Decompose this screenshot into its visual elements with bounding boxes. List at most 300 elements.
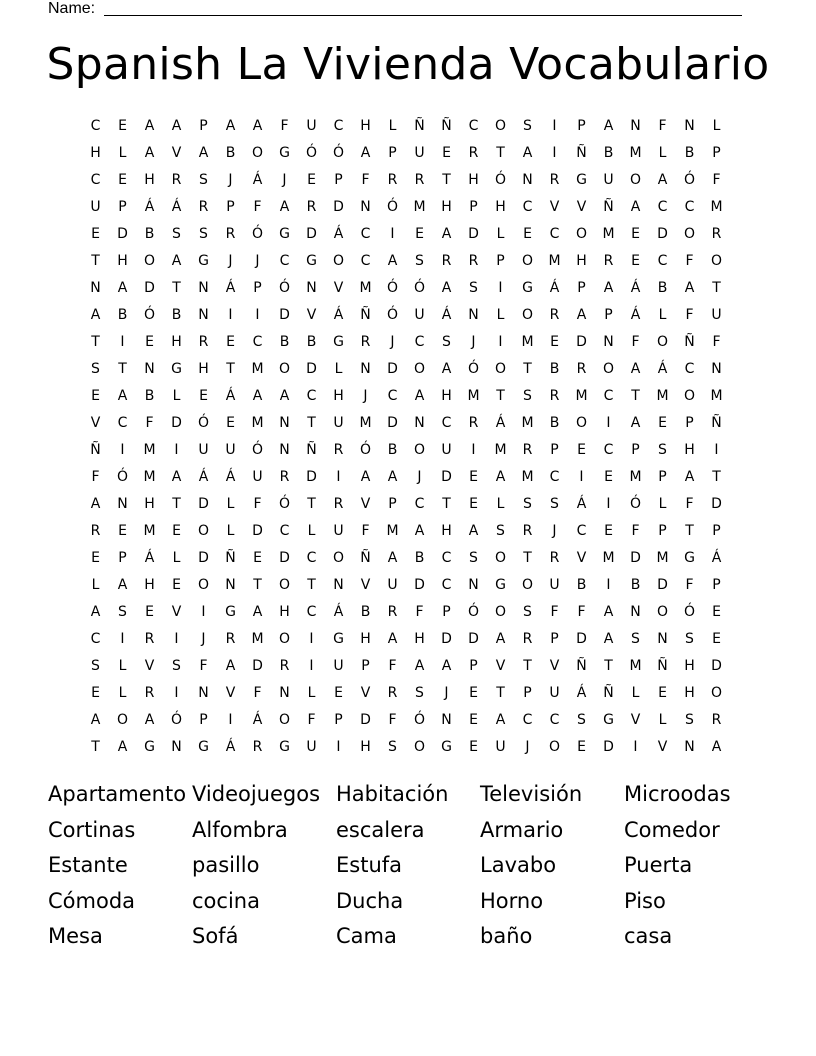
word-bank-item: Piso — [624, 888, 666, 913]
grid-letter: E — [712, 604, 721, 620]
grid-letter: E — [91, 226, 100, 242]
grid-letter: O — [197, 577, 210, 593]
grid-letter: J — [525, 739, 530, 755]
grid-letter: R — [279, 658, 290, 674]
grid-letter: O — [278, 712, 291, 728]
grid-letter: T — [91, 739, 100, 755]
word-bank-item: baño — [480, 924, 533, 948]
grid-letter: R — [306, 199, 317, 215]
grid-letter: L — [226, 496, 235, 512]
grid-letter: P — [253, 280, 262, 296]
grid-letter: A — [225, 118, 236, 134]
grid-letter: P — [712, 145, 721, 161]
grid-letter: I — [174, 685, 179, 701]
grid-letter: R — [522, 631, 533, 647]
grid-letter: T — [604, 658, 613, 674]
grid-letter: G — [684, 550, 695, 566]
grid-letter: D — [657, 226, 668, 242]
grid-letter: R — [387, 685, 398, 701]
grid-letter: D — [711, 496, 722, 512]
grid-letter: F — [307, 712, 316, 728]
grid-letter: H — [441, 199, 452, 215]
grid-letter: Ñ — [576, 658, 587, 674]
grid-letter: P — [334, 172, 343, 188]
grid-letter: E — [550, 334, 559, 350]
grid-letter: Ñ — [603, 685, 614, 701]
grid-letter: M — [251, 415, 264, 431]
grid-letter: A — [387, 253, 398, 269]
grid-letter: E — [118, 523, 127, 539]
grid-letter: V — [225, 685, 236, 701]
grid-letter: U — [306, 739, 317, 755]
grid-letter: S — [631, 631, 640, 647]
grid-letter: T — [496, 685, 505, 701]
grid-letter: R — [549, 388, 560, 404]
grid-letter: T — [307, 577, 316, 593]
grid-letter: Ó — [116, 469, 129, 485]
grid-letter: C — [684, 361, 695, 377]
grid-letter: T — [307, 496, 316, 512]
grid-letter: H — [144, 172, 155, 188]
grid-letter: Ñ — [360, 307, 371, 323]
grid-letter: A — [279, 388, 290, 404]
grid-letter: C — [603, 388, 614, 404]
grid-letter: N — [198, 280, 209, 296]
grid-letter: R — [333, 496, 344, 512]
grid-letter: R — [171, 172, 182, 188]
grid-letter: S — [685, 712, 694, 728]
grid-letter: F — [550, 604, 559, 620]
grid-letter: R — [549, 550, 560, 566]
grid-letter: T — [523, 658, 532, 674]
grid-letter: U — [198, 442, 209, 458]
grid-letter: O — [116, 712, 129, 728]
grid-letter: P — [577, 280, 586, 296]
grid-letter: B — [144, 226, 155, 242]
grid-letter: S — [496, 523, 505, 539]
grid-letter: D — [387, 415, 398, 431]
grid-letter: B — [171, 307, 182, 323]
grid-letter: A — [90, 604, 101, 620]
grid-letter: E — [199, 388, 208, 404]
grid-letter: A — [252, 118, 263, 134]
grid-letter: S — [118, 604, 127, 620]
grid-letter: V — [495, 658, 506, 674]
grid-letter: T — [91, 253, 100, 269]
word-bank-item: pasillo — [192, 853, 260, 877]
grid-letter: D — [360, 712, 371, 728]
grid-letter: A — [684, 280, 695, 296]
grid-letter: E — [604, 469, 613, 485]
grid-letter: A — [414, 523, 425, 539]
grid-letter: A — [171, 253, 182, 269]
grid-letter: N — [360, 361, 371, 377]
grid-letter: V — [549, 658, 560, 674]
grid-letter: P — [199, 118, 208, 134]
grid-letter: Ó — [629, 496, 642, 512]
grid-letter: M — [467, 388, 480, 404]
grid-letter: D — [306, 361, 317, 377]
grid-letter: E — [712, 631, 721, 647]
grid-letter: D — [279, 307, 290, 323]
grid-letter: H — [333, 388, 344, 404]
grid-letter: G — [279, 739, 290, 755]
grid-letter: C — [441, 577, 452, 593]
word-bank-item: escalera — [336, 817, 425, 842]
grid-letter: O — [413, 361, 426, 377]
grid-letter: H — [144, 577, 155, 593]
grid-letter: L — [658, 307, 667, 323]
grid-letter: Ñ — [360, 550, 371, 566]
grid-letter: C — [441, 550, 452, 566]
page-title: Spanish La Vivienda Vocabulario — [46, 39, 770, 90]
grid-letter: T — [685, 523, 694, 539]
grid-letter: V — [360, 496, 371, 512]
grid-letter: D — [171, 415, 182, 431]
grid-letter: G — [306, 253, 317, 269]
grid-letter: E — [145, 604, 154, 620]
grid-letter: I — [498, 334, 503, 350]
grid-letter: F — [280, 118, 289, 134]
grid-letter: U — [225, 442, 236, 458]
grid-letter: L — [118, 685, 127, 701]
grid-letter: O — [278, 631, 291, 647]
grid-letter: C — [468, 118, 479, 134]
grid-letter: R — [414, 172, 425, 188]
grid-letter: F — [685, 307, 694, 323]
grid-letter: E — [226, 334, 235, 350]
grid-letter: Ó — [197, 415, 210, 431]
grid-letter: V — [333, 280, 344, 296]
grid-letter: C — [387, 388, 398, 404]
grid-letter: A — [225, 658, 236, 674]
grid-letter: B — [549, 361, 560, 377]
grid-letter: E — [91, 388, 100, 404]
grid-letter: Ó — [251, 226, 264, 242]
name-label: Name: — [48, 0, 96, 17]
grid-letter: R — [576, 361, 587, 377]
grid-letter: E — [469, 469, 478, 485]
grid-letter: A — [360, 469, 371, 485]
grid-letter: M — [602, 226, 615, 242]
grid-letter: E — [658, 415, 667, 431]
grid-letter: B — [549, 415, 560, 431]
grid-letter: V — [576, 199, 587, 215]
grid-letter: J — [228, 172, 233, 188]
grid-letter: P — [334, 712, 343, 728]
grid-letter: S — [172, 226, 181, 242]
grid-letter: O — [332, 253, 345, 269]
grid-letter: R — [468, 415, 479, 431]
word-bank-item: Cortinas — [48, 817, 136, 842]
grid-letter: A — [90, 712, 101, 728]
grid-letter: F — [631, 334, 640, 350]
grid-letter: Ó — [386, 199, 399, 215]
grid-letter: B — [387, 442, 398, 458]
grid-letter: O — [278, 361, 291, 377]
grid-letter: D — [333, 199, 344, 215]
grid-letter: A — [657, 172, 668, 188]
grid-letter: V — [90, 415, 101, 431]
grid-letter: U — [414, 145, 425, 161]
grid-letter: Ñ — [414, 118, 425, 134]
grid-letter: E — [172, 577, 181, 593]
grid-letter: L — [118, 658, 127, 674]
grid-letter: N — [225, 577, 236, 593]
grid-letter: D — [117, 226, 128, 242]
grid-letter: V — [306, 307, 317, 323]
grid-letter: J — [228, 253, 233, 269]
grid-letter: C — [117, 415, 128, 431]
grid-letter: F — [145, 415, 154, 431]
grid-letter: Ó — [143, 307, 156, 323]
grid-letter: M — [251, 631, 264, 647]
grid-letter: L — [172, 550, 181, 566]
word-bank-item: Horno — [480, 888, 544, 913]
grid-letter: N — [684, 118, 695, 134]
grid-letter: F — [361, 172, 370, 188]
name-field[interactable] — [48, 0, 742, 18]
grid-letter: I — [309, 658, 314, 674]
grid-letter: H — [576, 253, 587, 269]
grid-letter: J — [363, 388, 368, 404]
grid-letter: F — [685, 577, 694, 593]
grid-letter: V — [657, 739, 668, 755]
grid-letter: D — [252, 658, 263, 674]
grid-letter: P — [631, 442, 640, 458]
grid-letter: I — [606, 415, 611, 431]
grid-letter: R — [522, 442, 533, 458]
grid-letter: Ñ — [306, 442, 317, 458]
grid-letter: A — [144, 712, 155, 728]
grid-letter: M — [629, 658, 642, 674]
grid-letter: P — [469, 658, 478, 674]
word-bank-item: Cómoda — [48, 888, 136, 913]
grid-letter: S — [523, 118, 532, 134]
grid-letter: F — [253, 685, 262, 701]
grid-letter: M — [359, 280, 372, 296]
grid-letter: D — [387, 361, 398, 377]
grid-letter: U — [711, 307, 722, 323]
grid-letter: E — [658, 685, 667, 701]
grid-letter: I — [552, 118, 557, 134]
grid-letter: N — [144, 361, 155, 377]
grid-letter: O — [413, 739, 426, 755]
grid-letter: I — [201, 604, 206, 620]
grid-letter: C — [306, 604, 317, 620]
grid-letter: L — [172, 388, 181, 404]
grid-letter: E — [631, 253, 640, 269]
grid-letter: L — [226, 523, 235, 539]
grid-letter: D — [144, 280, 155, 296]
grid-letter: J — [417, 469, 422, 485]
grid-letter: A — [603, 631, 614, 647]
grid-letter: R — [252, 739, 263, 755]
grid-letter: A — [441, 226, 452, 242]
grid-letter: C — [549, 226, 560, 242]
grid-letter: D — [630, 550, 641, 566]
word-bank-item: Alfombra — [192, 817, 288, 842]
grid-letter: S — [415, 685, 424, 701]
grid-letter: Ñ — [225, 550, 236, 566]
grid-letter: A — [684, 469, 695, 485]
grid-letter: V — [549, 199, 560, 215]
grid-letter: U — [603, 172, 614, 188]
grid-letter: N — [468, 307, 479, 323]
grid-letter: Á — [333, 604, 344, 620]
grid-letter: N — [198, 685, 209, 701]
grid-letter: A — [630, 199, 641, 215]
grid-letter: E — [172, 523, 181, 539]
grid-letter: A — [711, 739, 722, 755]
grid-letter: E — [469, 739, 478, 755]
grid-letter: H — [441, 523, 452, 539]
grid-letter: D — [306, 226, 317, 242]
grid-letter: G — [279, 145, 290, 161]
grid-letter: M — [575, 388, 588, 404]
grid-letter: T — [496, 145, 505, 161]
word-bank-item: Puerta — [624, 853, 693, 877]
word-bank-item: Estufa — [336, 853, 403, 877]
grid-letter: B — [684, 145, 695, 161]
grid-letter: U — [414, 307, 425, 323]
grid-letter: P — [658, 523, 667, 539]
grid-letter: Á — [252, 712, 263, 728]
grid-letter: A — [414, 388, 425, 404]
grid-letter: P — [604, 307, 613, 323]
grid-letter: M — [602, 550, 615, 566]
grid-letter: R — [90, 523, 101, 539]
grid-letter: O — [710, 253, 723, 269]
grid-letter: J — [282, 172, 287, 188]
grid-letter: Á — [252, 172, 263, 188]
grid-letter: M — [494, 442, 507, 458]
grid-letter: Á — [225, 739, 236, 755]
grid-letter: E — [91, 550, 100, 566]
grid-letter: I — [120, 442, 125, 458]
grid-letter: A — [144, 118, 155, 134]
grid-letter: L — [658, 145, 667, 161]
grid-letter: F — [712, 334, 721, 350]
grid-letter: R — [441, 253, 452, 269]
grid-letter: H — [117, 253, 128, 269]
grid-letter: A — [630, 415, 641, 431]
grid-letter: A — [495, 469, 506, 485]
grid-letter: H — [414, 631, 425, 647]
grid-letter: B — [279, 334, 290, 350]
grid-letter: H — [198, 361, 209, 377]
grid-letter: J — [201, 631, 206, 647]
grid-letter: P — [496, 253, 505, 269]
grid-letter: F — [685, 253, 694, 269]
grid-letter: R — [711, 712, 722, 728]
grid-letter: V — [630, 712, 641, 728]
grid-letter: Ñ — [711, 415, 722, 431]
grid-letter: B — [414, 550, 425, 566]
grid-letter: A — [198, 145, 209, 161]
grid-letter: C — [252, 334, 263, 350]
grid-letter: U — [549, 685, 560, 701]
grid-letter: P — [685, 415, 694, 431]
grid-letter: N — [468, 577, 479, 593]
grid-letter: B — [603, 145, 614, 161]
grid-letter: M — [359, 415, 372, 431]
grid-letter: C — [90, 631, 101, 647]
grid-letter: A — [279, 199, 290, 215]
grid-letter: F — [577, 604, 586, 620]
grid-letter: V — [576, 550, 587, 566]
grid-letter: O — [656, 334, 669, 350]
grid-letter: L — [334, 361, 343, 377]
grid-letter: L — [658, 712, 667, 728]
grid-letter: N — [684, 739, 695, 755]
grid-letter: G — [144, 739, 155, 755]
grid-letter: V — [360, 577, 371, 593]
grid-letter: S — [469, 550, 478, 566]
grid-letter: R — [387, 172, 398, 188]
grid-letter: R — [144, 685, 155, 701]
grid-letter: A — [522, 145, 533, 161]
grid-letter: M — [143, 469, 156, 485]
grid-letter: Ó — [170, 712, 183, 728]
grid-letter: Ñ — [576, 145, 587, 161]
grid-letter: D — [252, 523, 263, 539]
grid-letter: E — [118, 172, 127, 188]
grid-letter: P — [523, 685, 532, 701]
grid-letter: G — [279, 226, 290, 242]
grid-letter: M — [143, 442, 156, 458]
grid-letter: Ó — [413, 712, 426, 728]
grid-letter: S — [523, 496, 532, 512]
grid-letter: A — [117, 577, 128, 593]
grid-letter: Ó — [413, 280, 426, 296]
grid-letter: E — [469, 685, 478, 701]
grid-letter: H — [144, 496, 155, 512]
grid-letter: M — [143, 523, 156, 539]
word-bank-item: cocina — [192, 888, 260, 913]
grid-letter: P — [361, 658, 370, 674]
grid-letter: H — [684, 658, 695, 674]
grid-letter: F — [658, 118, 667, 134]
grid-letter: E — [469, 496, 478, 512]
grid-letter: H — [90, 145, 101, 161]
grid-letter: L — [631, 685, 640, 701]
grid-letter: F — [631, 523, 640, 539]
grid-letter: N — [414, 415, 425, 431]
grid-letter: T — [523, 361, 532, 377]
grid-letter: M — [629, 469, 642, 485]
grid-letter: N — [630, 118, 641, 134]
grid-letter: I — [255, 307, 260, 323]
grid-letter: U — [441, 442, 452, 458]
grid-letter: V — [144, 658, 155, 674]
grid-letter: C — [306, 550, 317, 566]
grid-letter: N — [630, 604, 641, 620]
grid-letter: D — [603, 739, 614, 755]
grid-letter: H — [360, 739, 371, 755]
grid-letter: O — [521, 577, 534, 593]
grid-letter: I — [336, 469, 341, 485]
grid-letter: J — [444, 685, 449, 701]
grid-letter: U — [306, 118, 317, 134]
grid-letter: R — [468, 253, 479, 269]
grid-letter: C — [603, 442, 614, 458]
grid-letter: N — [657, 631, 668, 647]
grid-letter: I — [336, 739, 341, 755]
grid-letter: A — [90, 496, 101, 512]
grid-letter: T — [307, 415, 316, 431]
grid-letter: R — [522, 523, 533, 539]
